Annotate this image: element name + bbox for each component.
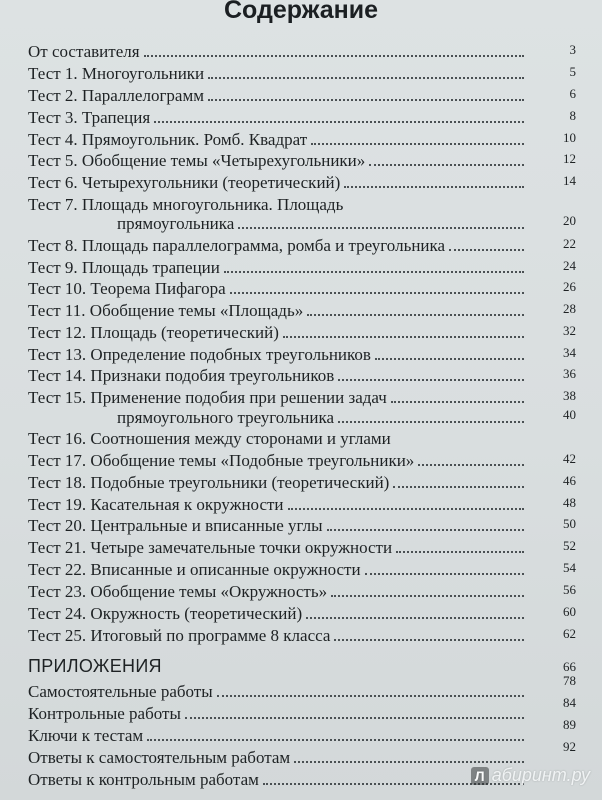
- appendix-entry-title: Контрольные работы: [28, 704, 181, 723]
- toc-entry-title: Тест 25. Итоговый по программе 8 класса: [28, 626, 331, 645]
- appendix-entry: [28, 724, 528, 746]
- toc-entry-continuation-text: прямоугольника: [117, 214, 235, 233]
- toc-page-number: 8: [569, 108, 576, 123]
- toc-page-number: 54: [563, 560, 576, 575]
- toc-entry-continuation: [117, 406, 528, 428]
- toc-entry: [28, 321, 528, 343]
- dot-leader: [334, 639, 524, 641]
- toc-entry: [28, 40, 528, 62]
- toc-page-number: 62: [563, 626, 576, 641]
- dot-leader: [369, 164, 524, 166]
- appendix-entry-title: Ответы к самостоятельным работам: [28, 748, 291, 767]
- dot-leader: [147, 739, 524, 741]
- toc-page-number: 24: [563, 258, 576, 273]
- toc-entry-title: Тест 18. Подобные треугольники (теоретический): [28, 473, 390, 492]
- toc-entry: [28, 471, 528, 493]
- toc-page-number: 26: [563, 279, 576, 294]
- toc-page-number: 10: [563, 130, 576, 145]
- appendix-entry-title: Ответы к контрольным работам: [28, 770, 259, 789]
- dot-leader: [283, 336, 524, 338]
- watermark-text: абиринт.ру: [491, 765, 590, 785]
- appendix-page-number: 84: [563, 695, 576, 710]
- toc-entry-title: Тест 19. Касательная к окружности: [28, 495, 284, 514]
- toc-entry: [28, 558, 528, 580]
- toc-entry: [28, 256, 528, 278]
- labirint-logo-icon: Л: [471, 767, 489, 785]
- toc-entry-title: Тест 15. Применение подобия при решении задач: [28, 388, 387, 407]
- toc-entry: [28, 364, 528, 386]
- toc-entry: [28, 171, 528, 193]
- toc-page-number: 12: [563, 151, 576, 166]
- appendix-entry: [28, 746, 528, 768]
- toc-entry-title: Тест 11. Обобщение темы «Площадь»: [28, 301, 304, 320]
- toc-entry: [28, 493, 528, 515]
- toc-page-number: 3: [569, 42, 576, 57]
- dot-leader: [238, 227, 524, 229]
- toc-page-number: 50: [563, 516, 576, 531]
- dot-leader: [331, 595, 524, 597]
- toc-entry: [28, 343, 528, 365]
- toc-entry-title: Тест 12. Площадь (теоретический): [28, 323, 279, 342]
- toc-entry: [28, 62, 528, 84]
- toc-entry-title: Тест 3. Трапеция: [28, 108, 151, 127]
- toc-entry-title: От составителя: [28, 42, 140, 61]
- dot-leader: [208, 99, 524, 101]
- toc-entry-title: Тест 20. Центральные и вписанные углы: [28, 516, 323, 535]
- toc-page-number: 32: [563, 323, 576, 338]
- toc-entry: [28, 580, 528, 602]
- dot-leader: [306, 617, 524, 619]
- dot-leader: [393, 486, 524, 488]
- dot-leader: [338, 421, 524, 423]
- toc-page-number: 34: [563, 345, 576, 360]
- appendix-heading-page-number: 66: [563, 659, 576, 674]
- toc-entry: [28, 386, 528, 408]
- toc-entry-title: Тест 23. Обобщение темы «Окружность»: [28, 582, 328, 601]
- toc-entry-title: Тест 2. Параллелограмм: [28, 86, 204, 105]
- dot-leader: [365, 573, 524, 575]
- toc-entry: [28, 427, 528, 449]
- appendix-page-number: 92: [563, 739, 576, 754]
- toc-entry-title: Тест 1. Многоугольники: [28, 64, 205, 83]
- toc-entry: [28, 84, 528, 106]
- dot-leader: [154, 121, 524, 123]
- toc-page-number: 42: [563, 451, 576, 466]
- toc-entry: [28, 449, 528, 471]
- toc-entry: [28, 602, 528, 624]
- toc-entry-title: Тест 13. Определение подобных треугольников: [28, 345, 371, 364]
- appendix-entry-title: Самостоятельные работы: [28, 682, 213, 701]
- toc-entry-title: Тест 5. Обобщение темы «Четырехугольники»: [28, 151, 366, 170]
- appendix-page-number: 89: [563, 717, 576, 732]
- dot-leader: [208, 77, 524, 79]
- toc-entry: [28, 106, 528, 128]
- appendix-entry-title: Ключи к тестам: [28, 726, 144, 745]
- appendix-entry: [28, 768, 528, 790]
- dot-leader: [311, 143, 524, 145]
- toc-page-number: 6: [569, 86, 576, 101]
- dot-leader: [396, 551, 524, 553]
- toc-page-number: 22: [563, 236, 576, 251]
- dot-leader: [449, 249, 524, 251]
- toc-page-number: 36: [563, 366, 576, 381]
- toc-page-number: 20: [563, 213, 576, 228]
- toc-page-number: 46: [563, 473, 576, 488]
- dot-leader: [288, 508, 524, 510]
- dot-leader: [224, 271, 524, 273]
- appendix-heading: ПРИЛОЖЕНИЯ: [28, 656, 162, 676]
- toc-page-number: 14: [563, 173, 576, 188]
- appendix-entry: [28, 702, 528, 724]
- dot-leader: [294, 761, 524, 763]
- toc-page-number: 60: [563, 604, 576, 619]
- dot-leader: [217, 695, 524, 697]
- toc-entry-title: Тест 8. Площадь параллелограмма, ромба и треугольника: [28, 236, 446, 255]
- dot-leader: [327, 529, 524, 531]
- dot-leader: [144, 55, 524, 57]
- toc-page-number: 56: [563, 582, 576, 597]
- toc-entry-title: Тест 16. Соотношения между сторонами и углами: [28, 429, 391, 448]
- toc-entry: [28, 234, 528, 256]
- dot-leader: [338, 379, 524, 381]
- toc-entry-continuation: [117, 212, 528, 234]
- page-title: Содержание: [223, 0, 379, 24]
- dot-leader: [230, 292, 524, 294]
- toc-entry-title: Тест 10. Теорема Пифагора: [28, 279, 226, 298]
- dot-leader: [185, 717, 524, 719]
- watermark: [471, 765, 590, 786]
- dot-leader: [344, 186, 524, 188]
- toc-entry: [28, 128, 528, 150]
- toc-page-number: 38: [563, 388, 576, 403]
- appendix-page-number: 78: [563, 673, 576, 688]
- dot-leader: [375, 358, 524, 360]
- toc-entry-title: Тест 6. Четырехугольники (теоретический): [28, 173, 341, 192]
- dot-leader: [391, 401, 524, 403]
- toc-entry-title: Тест 21. Четыре замечательные точки окружности: [28, 538, 393, 557]
- toc-entry: [28, 624, 528, 646]
- toc-entry: [28, 514, 528, 536]
- appendix-entry: [28, 680, 528, 702]
- toc-page-number: 5: [569, 64, 576, 79]
- toc-entry: [28, 299, 528, 321]
- toc-entry: [28, 149, 528, 171]
- toc-entry-title: Тест 22. Вписанные и описанные окружности: [28, 560, 361, 579]
- toc-entry-title: Тест 24. Окружность (теоретический): [28, 604, 303, 623]
- toc-page-number: 52: [563, 538, 576, 553]
- toc-page-number: 28: [563, 301, 576, 316]
- toc-entry-title: Тест 7. Площадь многоугольника. Площадь: [28, 195, 344, 214]
- toc-entry-continuation-text: прямоугольного треугольника: [117, 408, 335, 427]
- toc-entry-title: Тест 14. Признаки подобия треугольников: [28, 366, 335, 385]
- dot-leader: [307, 314, 524, 316]
- toc-entry: [28, 277, 528, 299]
- dot-leader: [418, 464, 524, 466]
- toc-entry: [28, 536, 528, 558]
- toc-entry-title: Тест 17. Обобщение темы «Подобные треугольники»: [28, 451, 415, 470]
- toc-entry-title: Тест 9. Площадь трапеции: [28, 258, 220, 277]
- toc-page-number: 40: [563, 407, 576, 422]
- toc-entry-title: Тест 4. Прямоугольник. Ромб. Квадрат: [28, 130, 308, 149]
- toc-page-number: 48: [563, 495, 576, 510]
